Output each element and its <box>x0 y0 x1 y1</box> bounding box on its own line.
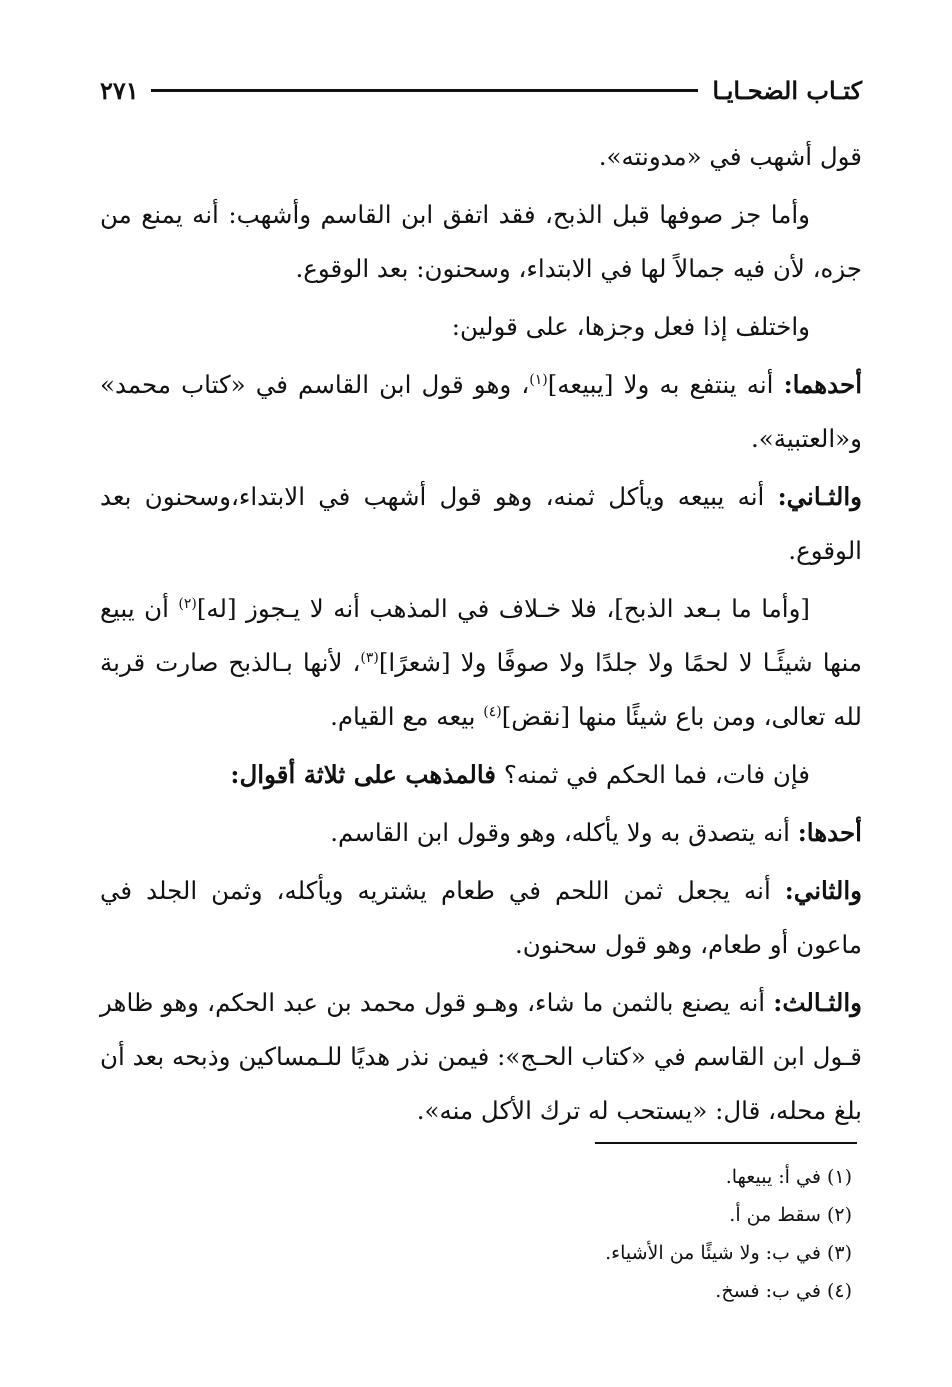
footnote-ref-1[interactable]: (١) <box>529 371 548 388</box>
paragraph-text: أن يبيع منها شيئًـا لا لحمًا ولا جلدًا ولا صوفًا ولا [شعرًا] <box>100 594 862 677</box>
paragraph-lead: أحدهما: <box>783 370 862 399</box>
paragraph-7 <box>100 748 862 802</box>
paragraph-9 <box>100 864 862 972</box>
footnote-4: (٤) في ب: فسخ. <box>715 1280 852 1302</box>
paragraph-text: أنه يجعل ثمن اللحم في طعام يشتريه ويأكله، وثمن الجلد في ماعون أو طعام، وهو قول سحنون. <box>100 876 862 959</box>
footnote-separator <box>595 1142 857 1144</box>
footnote-ref-3[interactable]: (٣) <box>360 649 379 666</box>
paragraph-text: بيعه مع القيام. <box>330 702 484 731</box>
paragraph-6 <box>100 582 862 744</box>
paragraph-lead: أحدها: <box>797 818 862 847</box>
paragraph-1 <box>100 130 862 184</box>
paragraph-text: أنه يتصدق به ولا يأكله، وهو وقول ابن القاسم. <box>330 818 798 847</box>
chapter-title: كتـاب الضحـايـا <box>712 75 862 105</box>
header-rule <box>151 89 699 92</box>
paragraph-lead: والثـاني: <box>777 482 862 511</box>
paragraph-4 <box>100 358 862 466</box>
paragraph-5 <box>100 470 862 578</box>
footnote-2: (٢) سقط من أ. <box>729 1204 852 1226</box>
footnote-3: (٣) في ب: ولا شيئًا من الأشياء. <box>605 1242 852 1264</box>
paragraph-text: وأما جز صوفها قبل الذبح، فقد اتفق ابن القاسم وأشهب: أنه يمنع من جزه، لأن فيه جمالاً لها في الابتداء، وسحنون: بعد الوقوع. <box>100 200 862 283</box>
paragraph-text: أنه ينتفع به ولا [يبيعه] <box>547 370 774 399</box>
paragraph-lead: والثاني: <box>784 876 862 905</box>
paragraph-text: أنه يبيعه ويأكل ثمنه، وهو قول أشهب في الابتداء،وسحنون بعد الوقوع. <box>100 482 862 565</box>
paragraph-text: أنه يصنع بالثمن ما شاء، وهـو قول محمد بن عبد الحكم، وهو ظاهر قـول ابن القاسم في «كتاب الحـج»: فيمن نذر هديًا للـمساكين وذبحه بعد أن بلغ محله، قال: «يستحب له ترك الأكل منه». <box>100 988 862 1125</box>
paragraph-8 <box>100 806 862 860</box>
paragraph-text: ، وهو قول ابن القاسم في «كتاب محمد» و«العتبية». <box>100 370 862 453</box>
paragraph-3 <box>100 300 862 354</box>
paragraph-emphasis: فالمذهب على ثلاثة أقوال: <box>230 760 497 789</box>
paragraph-text: [وأما ما بـعد الذبح]، فلا خـلاف في المذهب أنه لا يـجوز [له] <box>196 594 810 623</box>
paragraph-lead: والثـالث: <box>773 988 862 1017</box>
paragraph-text: قول أشهب في «مدونته». <box>598 142 862 171</box>
paragraph-text: ، لأنها بـالذبح صارت قربة لله تعالى، ومن باع شيئًا منها [نقض] <box>100 648 862 731</box>
footnote-ref-4[interactable]: (٤) <box>483 703 502 720</box>
page-header <box>100 70 862 110</box>
page-number: ٢٧١ <box>100 75 139 105</box>
footnote-1: (١) في أ: يبيعها. <box>725 1166 852 1188</box>
paragraph-text: فإن فات، فما الحكم في ثمنه؟ <box>496 760 810 789</box>
main-text <box>100 130 862 1142</box>
footnote-ref-2[interactable]: (٢) <box>178 595 197 612</box>
footnotes <box>352 1158 852 1310</box>
paragraph-text: واختلف إذا فعل وجزها، على قولين: <box>451 312 810 341</box>
paragraph-2 <box>100 188 862 296</box>
paragraph-10 <box>100 976 862 1138</box>
